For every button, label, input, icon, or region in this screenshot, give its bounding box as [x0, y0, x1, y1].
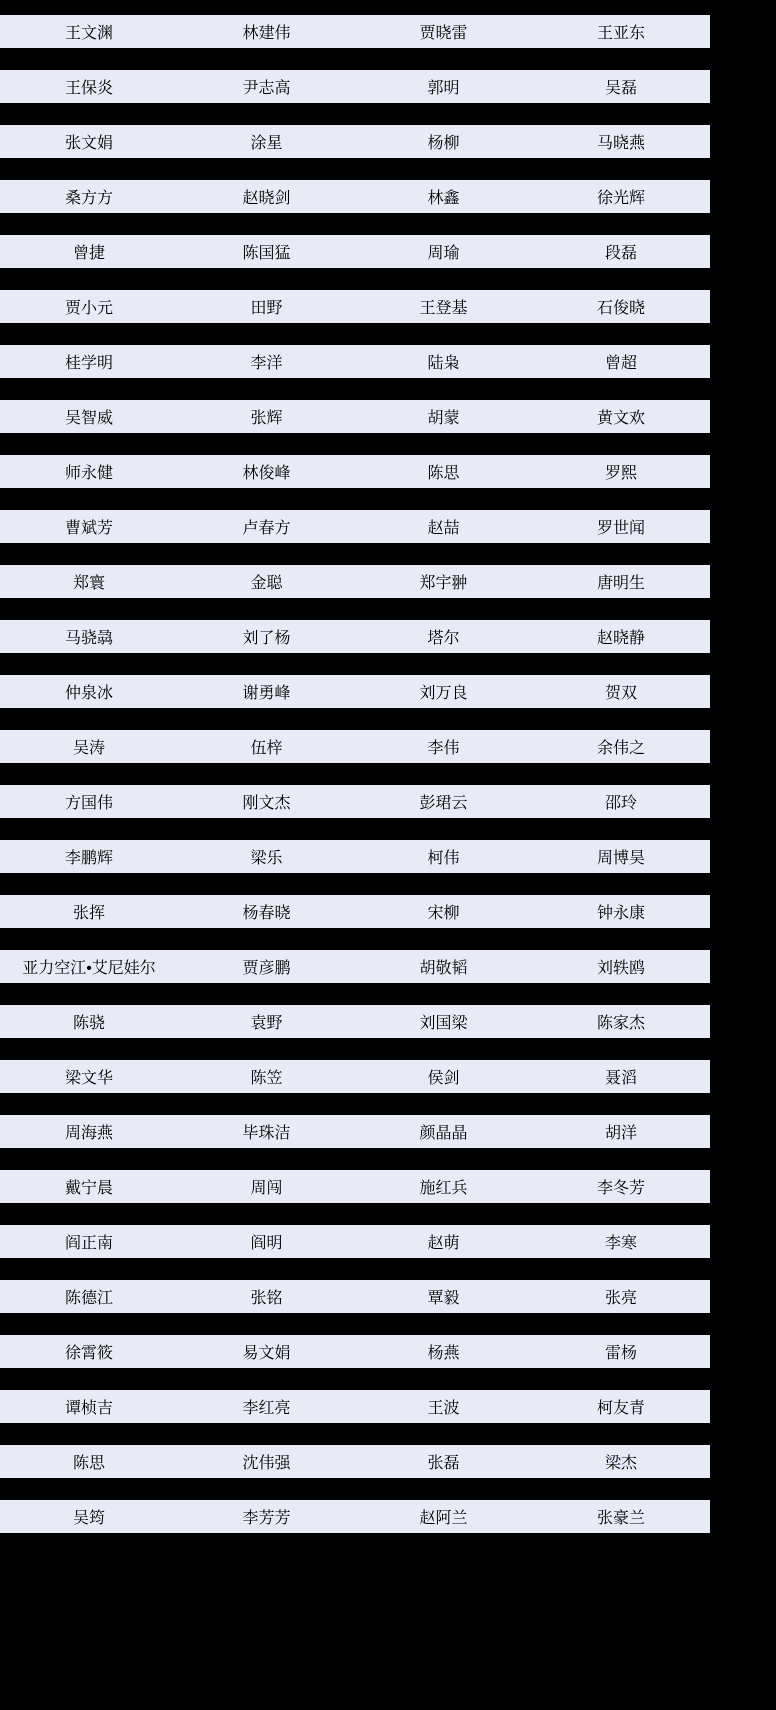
row-separator-cell: [0, 818, 710, 840]
table-row: [0, 1115, 710, 1148]
row-separator-cell: [0, 928, 710, 950]
name-cell: 宋柳: [355, 895, 532, 928]
name-cell: 毕珠洁: [178, 1115, 355, 1148]
name-cell: 徐光辉: [532, 180, 710, 213]
name-cell: 刘轶鸥: [532, 950, 710, 983]
name-cell: 王登基: [355, 290, 532, 323]
row-separator: [0, 983, 710, 1005]
name-cell: 吴筠: [0, 1500, 178, 1533]
name-cell: 郭明: [355, 70, 532, 103]
name-cell: 柯友青: [532, 1390, 710, 1423]
row-separator-cell: [0, 1423, 710, 1445]
name-cell: 周闯: [178, 1170, 355, 1203]
row-separator: [0, 1093, 710, 1115]
row-separator: [0, 1423, 710, 1445]
name-cell: 贾小元: [0, 290, 178, 323]
row-separator-cell: [0, 1313, 710, 1335]
row-separator-cell: [0, 158, 710, 180]
table-row: [0, 510, 710, 543]
table-row: [0, 895, 710, 928]
name-cell: 陈德江: [0, 1280, 178, 1313]
name-cell: 罗世闻: [532, 510, 710, 543]
name-cell: 黄文欢: [532, 400, 710, 433]
grid-wrapper: [0, 15, 710, 1533]
row-separator-cell: [0, 1203, 710, 1225]
table-row: [0, 290, 710, 323]
bottom-margin-band: [0, 1533, 776, 1537]
table-row: [0, 1005, 710, 1038]
table-row: [0, 730, 710, 763]
name-cell: 徐霄筱: [0, 1335, 178, 1368]
name-cell: 金聪: [178, 565, 355, 598]
row-separator-cell: [0, 983, 710, 1005]
name-cell: 邵玲: [532, 785, 710, 818]
row-separator-cell: [0, 213, 710, 235]
row-separator: [0, 1368, 710, 1390]
name-cell: 赵喆: [355, 510, 532, 543]
row-separator-cell: [0, 378, 710, 400]
row-separator-cell: [0, 433, 710, 455]
row-separator-cell: [0, 653, 710, 675]
name-cell: 林建伟: [178, 15, 355, 48]
name-cell: 胡洋: [532, 1115, 710, 1148]
table-row: [0, 1060, 710, 1093]
name-cell: 林俊峰: [178, 455, 355, 488]
table-row: [0, 785, 710, 818]
table-row: [0, 950, 710, 983]
name-cell: 周瑜: [355, 235, 532, 268]
name-cell: 王文渊: [0, 15, 178, 48]
name-cell: 胡蒙: [355, 400, 532, 433]
row-separator: [0, 1313, 710, 1335]
name-cell: 陈思: [355, 455, 532, 488]
name-cell: 仲泉冰: [0, 675, 178, 708]
row-separator: [0, 158, 710, 180]
table-row: [0, 565, 710, 598]
table-row: [0, 1225, 710, 1258]
name-cell: 谢勇峰: [178, 675, 355, 708]
name-cell: 张铭: [178, 1280, 355, 1313]
row-separator-cell: [0, 1093, 710, 1115]
name-cell: 李芳芳: [178, 1500, 355, 1533]
top-margin-band: [0, 0, 776, 15]
name-cell: 塔尔: [355, 620, 532, 653]
name-cell: 段磊: [532, 235, 710, 268]
name-cell: 赵萌: [355, 1225, 532, 1258]
name-cell: 贾晓雷: [355, 15, 532, 48]
row-separator: [0, 1203, 710, 1225]
name-cell: 颜晶晶: [355, 1115, 532, 1148]
name-cell: 李伟: [355, 730, 532, 763]
name-cell: 阎明: [178, 1225, 355, 1258]
name-cell: 王亚东: [532, 15, 710, 48]
row-separator: [0, 1148, 710, 1170]
name-cell: 易文娟: [178, 1335, 355, 1368]
row-separator: [0, 268, 710, 290]
name-cell: 周博昊: [532, 840, 710, 873]
name-cell: 李鹏辉: [0, 840, 178, 873]
table-row: [0, 235, 710, 268]
name-cell: 马晓燕: [532, 125, 710, 158]
row-separator: [0, 873, 710, 895]
row-separator-cell: [0, 873, 710, 895]
name-cell: 李洋: [178, 345, 355, 378]
row-separator-cell: [0, 1038, 710, 1060]
row-separator-cell: [0, 1368, 710, 1390]
table-row: [0, 675, 710, 708]
row-separator: [0, 543, 710, 565]
name-cell: 刚文杰: [178, 785, 355, 818]
name-cell: 刘国梁: [355, 1005, 532, 1038]
name-cell: 师永健: [0, 455, 178, 488]
row-separator-cell: [0, 543, 710, 565]
table-row: [0, 1170, 710, 1203]
name-cell: 梁文华: [0, 1060, 178, 1093]
row-separator-cell: [0, 323, 710, 345]
name-cell: 袁野: [178, 1005, 355, 1038]
row-separator-cell: [0, 1258, 710, 1280]
name-cell: 侯剑: [355, 1060, 532, 1093]
row-separator: [0, 818, 710, 840]
name-cell: 吴磊: [532, 70, 710, 103]
name-cell: 陈笠: [178, 1060, 355, 1093]
table-row: [0, 840, 710, 873]
name-cell: 沈伟强: [178, 1445, 355, 1478]
row-separator: [0, 213, 710, 235]
name-cell: 吴智威: [0, 400, 178, 433]
name-cell: 林鑫: [355, 180, 532, 213]
name-cell: 罗熙: [532, 455, 710, 488]
row-separator-cell: [0, 48, 710, 70]
name-cell: 郑宇翀: [355, 565, 532, 598]
table-row: [0, 400, 710, 433]
table-row: [0, 345, 710, 378]
row-separator-cell: [0, 268, 710, 290]
table-row: [0, 1280, 710, 1313]
row-separator-cell: [0, 1478, 710, 1500]
row-separator: [0, 1038, 710, 1060]
name-cell: 郑寰: [0, 565, 178, 598]
row-separator: [0, 1478, 710, 1500]
table-row: [0, 1335, 710, 1368]
name-cell: 李冬芳: [532, 1170, 710, 1203]
name-cell: 张豪兰: [532, 1500, 710, 1533]
name-cell: 陈国猛: [178, 235, 355, 268]
name-cell: 杨柳: [355, 125, 532, 158]
row-separator: [0, 763, 710, 785]
name-cell: 王波: [355, 1390, 532, 1423]
row-separator-cell: [0, 488, 710, 510]
name-cell: 吴涛: [0, 730, 178, 763]
name-cell: 桑方方: [0, 180, 178, 213]
name-cell: 方国伟: [0, 785, 178, 818]
row-separator: [0, 323, 710, 345]
table-row: [0, 70, 710, 103]
name-cell: 赵阿兰: [355, 1500, 532, 1533]
name-cell: 梁乐: [178, 840, 355, 873]
name-cell: 梁杰: [532, 1445, 710, 1478]
name-cell: 聂滔: [532, 1060, 710, 1093]
row-separator: [0, 103, 710, 125]
row-separator: [0, 598, 710, 620]
name-cell: 卢春方: [178, 510, 355, 543]
name-cell: 马骁骉: [0, 620, 178, 653]
row-separator: [0, 708, 710, 730]
name-cell: 钟永康: [532, 895, 710, 928]
name-cell: 余伟之: [532, 730, 710, 763]
name-cell: 李红亮: [178, 1390, 355, 1423]
name-cell: 刘万良: [355, 675, 532, 708]
row-separator: [0, 1258, 710, 1280]
row-separator-cell: [0, 103, 710, 125]
name-cell: 陈骁: [0, 1005, 178, 1038]
name-cell: 曹斌芳: [0, 510, 178, 543]
name-cell: 陆枭: [355, 345, 532, 378]
table-row: [0, 180, 710, 213]
name-table-body: [0, 15, 710, 1533]
table-row: [0, 1445, 710, 1478]
name-cell: 贾彦鹏: [178, 950, 355, 983]
row-separator: [0, 433, 710, 455]
row-separator: [0, 488, 710, 510]
row-separator: [0, 48, 710, 70]
name-cell: 伍梓: [178, 730, 355, 763]
table-row: [0, 1390, 710, 1423]
name-cell: 王保炎: [0, 70, 178, 103]
name-cell: 唐明生: [532, 565, 710, 598]
row-separator: [0, 378, 710, 400]
name-cell: 刘了杨: [178, 620, 355, 653]
name-cell: 田野: [178, 290, 355, 323]
name-cell: 赵晓剑: [178, 180, 355, 213]
name-cell: 杨燕: [355, 1335, 532, 1368]
name-cell: 亚力空江•艾尼娃尔: [0, 950, 178, 983]
name-cell: 张磊: [355, 1445, 532, 1478]
name-cell: 张亮: [532, 1280, 710, 1313]
table-row: [0, 1500, 710, 1533]
name-cell: 戴宁晨: [0, 1170, 178, 1203]
name-cell: 尹志高: [178, 70, 355, 103]
table-row: [0, 15, 710, 48]
table-row: [0, 455, 710, 488]
row-separator-cell: [0, 598, 710, 620]
row-separator-cell: [0, 708, 710, 730]
name-cell: 阎正南: [0, 1225, 178, 1258]
name-cell: 彭珺云: [355, 785, 532, 818]
name-cell: 陈家杰: [532, 1005, 710, 1038]
name-cell: 陈思: [0, 1445, 178, 1478]
row-separator-cell: [0, 763, 710, 785]
name-cell: 张文娟: [0, 125, 178, 158]
name-cell: 覃毅: [355, 1280, 532, 1313]
name-cell: 施红兵: [355, 1170, 532, 1203]
name-cell: 桂学明: [0, 345, 178, 378]
row-separator-cell: [0, 1148, 710, 1170]
name-table: [0, 15, 710, 1533]
row-separator: [0, 928, 710, 950]
name-cell: 曾捷: [0, 235, 178, 268]
name-cell: 贺双: [532, 675, 710, 708]
name-cell: 涂星: [178, 125, 355, 158]
name-cell: 赵晓静: [532, 620, 710, 653]
row-separator: [0, 653, 710, 675]
table-row: [0, 125, 710, 158]
name-cell: 李寒: [532, 1225, 710, 1258]
name-cell: 张挥: [0, 895, 178, 928]
name-cell: 柯伟: [355, 840, 532, 873]
name-cell: 石俊晓: [532, 290, 710, 323]
name-cell: 杨春晓: [178, 895, 355, 928]
name-cell: 周海燕: [0, 1115, 178, 1148]
name-cell: 胡敬韬: [355, 950, 532, 983]
name-cell: 谭桢吉: [0, 1390, 178, 1423]
name-cell: 张辉: [178, 400, 355, 433]
name-cell: 雷杨: [532, 1335, 710, 1368]
name-cell: 曾超: [532, 345, 710, 378]
table-row: [0, 620, 710, 653]
